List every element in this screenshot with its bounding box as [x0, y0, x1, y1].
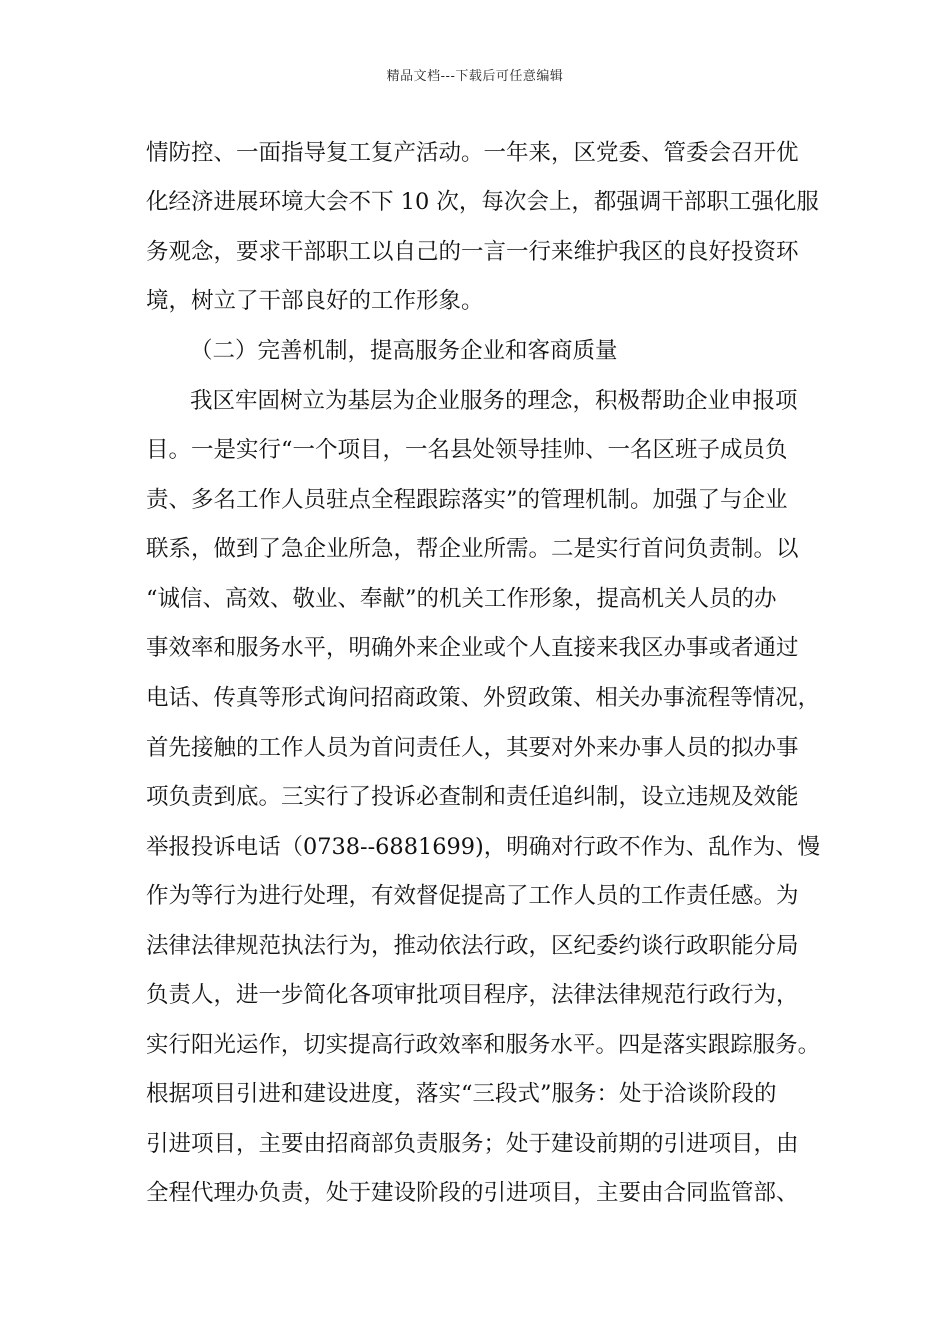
body-line-15: 举报投诉电话（0738--6881699)，明确对行政不作为、乱作为、慢 [146, 834, 821, 860]
body-line-6: 我区牢固树立为基层为企业服务的理念，积极帮助企业申报项 [190, 388, 798, 414]
body-line-20: 根据项目引进和建设进度，落实“三段式”服务：处于洽谈阶段的 [146, 1081, 777, 1107]
body-line-18: 负责人，进一步简化各项审批项目程序，法律法律规范行政行为， [146, 982, 799, 1008]
body-line-11: 事效率和服务水平，明确外来企业或个人直接来我区办事或者通过 [146, 635, 799, 661]
body-line-17: 法律法律规范执法行为，推动依法行政，区纪委约谈行政职能分局 [146, 933, 799, 959]
body-line-4: 境，树立了干部良好的工作形象。 [146, 288, 484, 314]
body-line-21: 引进项目，主要由招商部负责服务；处于建设前期的引进项目，由 [146, 1131, 799, 1157]
body-line-14: 项负责到底。三实行了投诉必查制和责任追纠制，设立违规及效能 [146, 784, 799, 810]
body-line-16: 作为等行为进行处理，有效督促提高了工作人员的工作责任感。为 [146, 883, 799, 909]
body-line-12: 电话、传真等形式询问招商政策、外贸政策、相关办事流程等情况， [146, 685, 821, 711]
body-line-19: 实行阳光运作，切实提高行政效率和服务水平。四是落实跟踪服务。 [146, 1032, 821, 1058]
body-line-2: 化经济进展环境大会不下 10 次，每次会上，都强调干部职工强化服 [146, 189, 819, 215]
page-header: 精品文档---下载后可任意编辑 [386, 69, 564, 84]
body-line-3: 务观念，要求干部职工以自己的一言一行来维护我区的良好投资环 [146, 239, 799, 265]
body-line-9: 联系，做到了急企业所急，帮企业所需。二是实行首问负责制。以 [146, 536, 799, 562]
body-line-13: 首先接触的工作人员为首问责任人，其要对外来办事人员的拟办事 [146, 735, 799, 761]
body-line-1: 情防控、一面指导复工复产活动。一年来，区党委、管委会召开优 [146, 140, 799, 166]
body-line-8: 责、多名工作人员驻点全程跟踪落实”的管理机制。加强了与企业 [146, 487, 788, 513]
body-line-7: 目。一是实行“一个项目，一名县处领导挂帅、一名区班子成员负 [146, 437, 788, 463]
section-heading: （二）完善机制，提高服务企业和客商质量 [190, 338, 618, 364]
body-line-10: “诚信、高效、敬业、奉献”的机关工作形象，提高机关人员的办 [146, 586, 777, 612]
body-line-22: 全程代理办负责，处于建设阶段的引进项目，主要由合同监管部、 [146, 1180, 799, 1206]
